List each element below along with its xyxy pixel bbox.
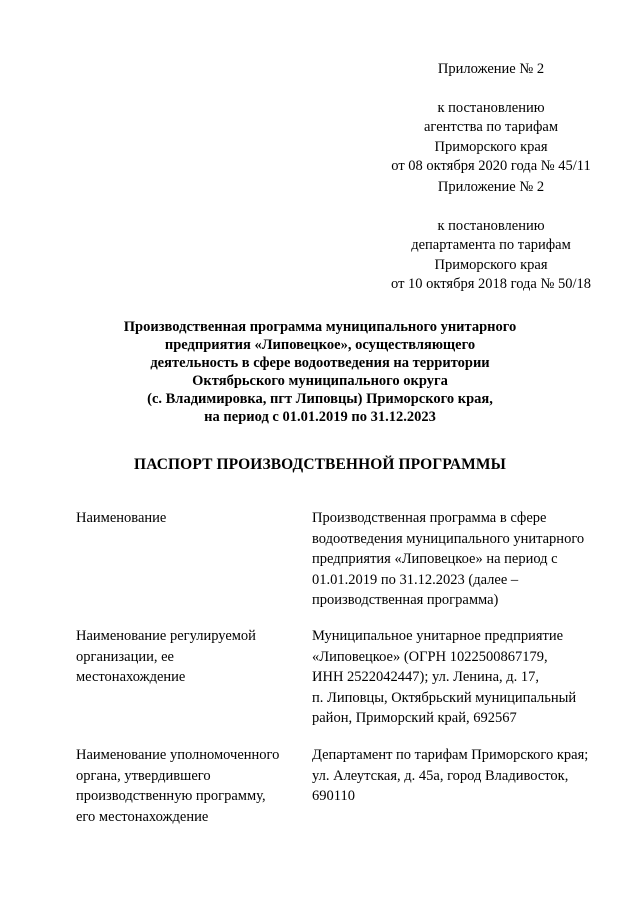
- row-value-line: Департамент по тарифам Приморского края;: [312, 747, 589, 763]
- program-title: [90, 318, 550, 426]
- annex-previous-title: Приложение № 2: [437, 179, 545, 195]
- row-value-line: водоотведения муниципального унитарного: [312, 530, 585, 547]
- row-label: [76, 626, 291, 688]
- row-value-line: 01.01.2019 по 31.12.2023 (далее –: [312, 571, 519, 588]
- annex-current: [376, 60, 606, 177]
- annex-current-title: Приложение № 2: [437, 61, 545, 77]
- row-value-line: производственная программа): [312, 592, 499, 608]
- row-value-line: район, Приморский край, 692567: [312, 710, 517, 726]
- row-label: [76, 745, 291, 827]
- annex-current-line: от 08 октября 2020 года № 45/11: [391, 158, 591, 174]
- annex-previous-line: от 10 октября 2018 года № 50/18: [391, 276, 591, 292]
- row-label-line: Наименование уполномоченного: [76, 747, 280, 763]
- annex-previous-line: к постановлению: [437, 217, 545, 234]
- passport-heading: ПАСПОРТ ПРОИЗВОДСТВЕННОЙ ПРОГРАММЫ: [134, 456, 506, 473]
- row-label: [76, 508, 291, 529]
- row-label-line: органа, утвердившего: [76, 767, 211, 784]
- annex-current-line: к постановлению: [437, 99, 545, 116]
- row-value-line: 690110: [312, 788, 355, 804]
- row-value-line: «Липовецкое» (ОГРН 1022500867179,: [312, 648, 548, 665]
- row-label-line: Наименование: [76, 510, 167, 526]
- program-title-line: на период с 01.01.2019 по 31.12.2023: [204, 409, 436, 425]
- row-value: [312, 508, 612, 611]
- row-value-line: предприятия «Липовецкое» на период с: [312, 551, 558, 567]
- annex-current-line: Приморского края: [434, 138, 548, 155]
- row-value-line: ул. Алеутская, д. 45а, город Владивосток,: [312, 767, 569, 784]
- row-value: [312, 626, 612, 729]
- annex-previous-line: департамента по тарифам: [411, 237, 571, 253]
- row-label-line: его местонахождение: [76, 808, 209, 825]
- row-label-line: местонахождение: [76, 669, 186, 685]
- annex-current-line: агентства по тарифам: [424, 119, 558, 135]
- row-value: [312, 745, 612, 807]
- annex-previous-line: Приморского края: [434, 256, 548, 273]
- row-label-line: производственную программу,: [76, 788, 266, 804]
- program-title-line: Октябрьского муниципального округа: [192, 373, 448, 389]
- program-title-line: Производственная программа муниципального унитарного: [123, 319, 517, 335]
- row-label-line: организации, ее: [76, 648, 174, 665]
- row-label-line: Наименование регулируемой: [76, 628, 256, 644]
- row-value-line: Муниципальное унитарное предприятие: [312, 628, 564, 644]
- annex-previous: [376, 178, 606, 295]
- row-value-line: ИНН 2522042447); ул. Ленина, д. 17,: [312, 669, 540, 685]
- row-value-line: Производственная программа в сфере: [312, 510, 547, 526]
- program-title-line: предприятия «Липовецкое», осуществляющего: [164, 337, 476, 353]
- program-title-line: (с. Владимировка, пгт Липовцы) Приморского края,: [147, 391, 493, 407]
- row-value-line: п. Липовцы, Октябрьский муниципальный: [312, 689, 577, 706]
- program-title-line: деятельность в сфере водоотведения на территории: [150, 355, 490, 371]
